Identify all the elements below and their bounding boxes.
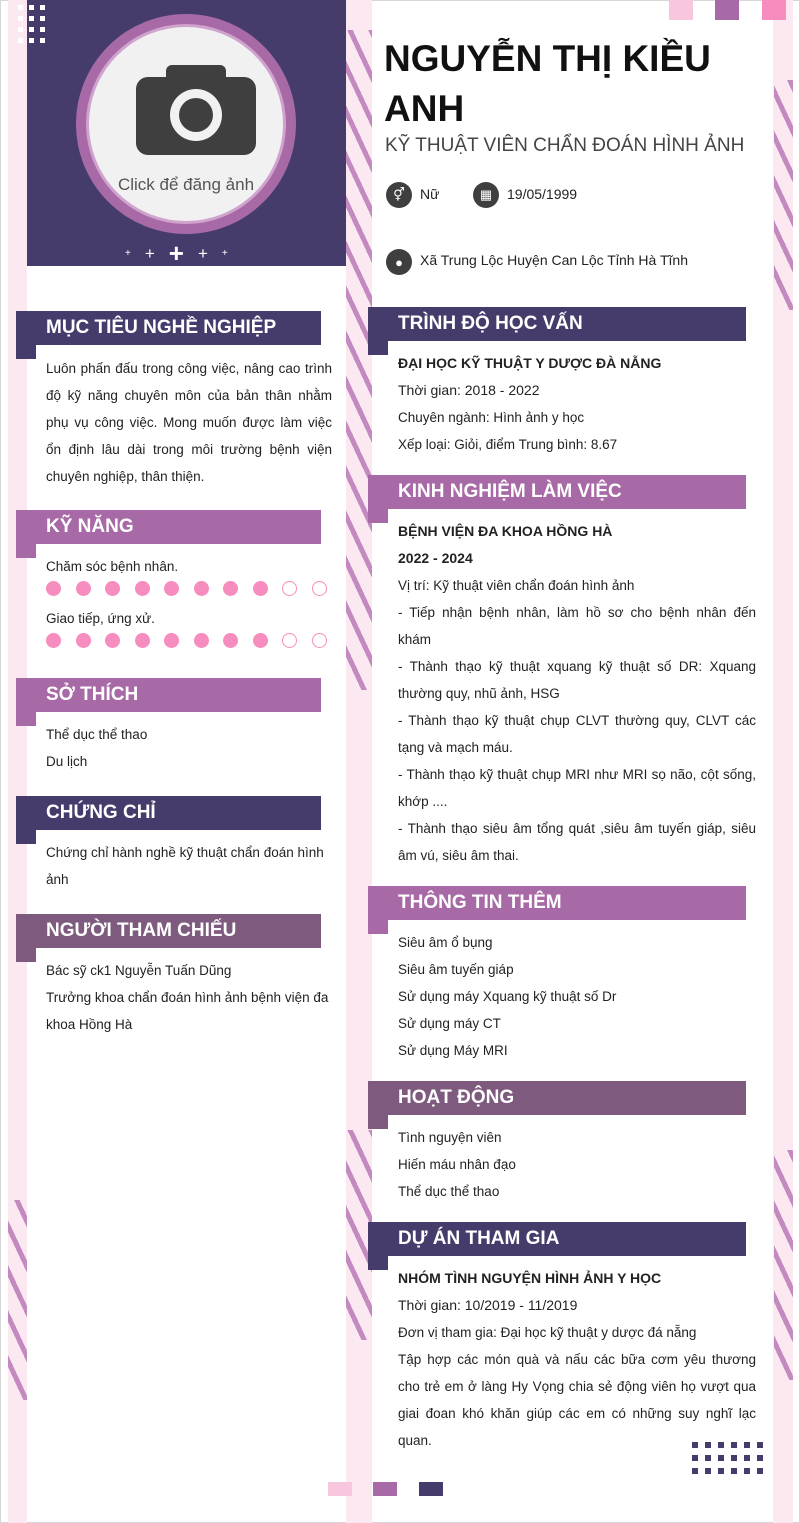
objective-tab <box>16 345 36 359</box>
left-stripe-pattern <box>8 1200 27 1400</box>
right-stripe-pattern-bottom <box>774 1150 793 1380</box>
education-major: Chuyên ngành: Hình ảnh y học <box>398 410 585 425</box>
additional-tab <box>368 920 388 934</box>
address-value: Xã Trung Lộc Huyện Can Lộc Tỉnh Hà Tĩnh <box>420 252 688 268</box>
skills-heading: KỸ NĂNG <box>16 510 321 544</box>
activities-heading: HOẠT ĐỘNG <box>368 1081 746 1115</box>
work-position: Vị trí: Kỹ thuật viên chẩn đoán hình ảnh <box>398 578 635 593</box>
hobby-item: Thể dục thể thao <box>46 727 148 742</box>
photo-upload-hint: Click để đăng ảnh <box>117 175 255 194</box>
work-detail: - Thành thạo siêu âm tổng quát ,siêu âm tuyến giáp, siêu âm vú, siêu âm thai. <box>398 821 756 863</box>
skill-label: Giao tiếp, ứng xử. <box>46 611 155 626</box>
reference-item: Trưởng khoa chẩn đoán hình ảnh bệnh viện đa khoa Hồng Hà <box>46 990 329 1032</box>
birthday-value: 19/05/1999 <box>507 186 578 202</box>
work-detail: - Tiếp nhận bệnh nhân, làm hồ sơ cho bệnh nhân đến khám <box>398 605 756 647</box>
school-name: ĐẠI HỌC KỸ THUẬT Y DƯỢC ĐÀ NẴNG <box>398 355 662 371</box>
work-detail: - Thành thạo kỹ thuật xquang kỹ thuật số DR: Xquang thường quy, nhũ ảnh, HSG <box>398 659 756 701</box>
camera-icon <box>136 65 256 155</box>
avatar-upload[interactable] <box>76 14 296 234</box>
hobbies-heading: SỞ THÍCH <box>16 678 321 712</box>
deco-square-bottom-purple <box>373 1482 397 1496</box>
deco-square-hotpink <box>762 0 786 20</box>
skill-label: Chăm sóc bệnh nhân. <box>46 559 179 574</box>
work-detail: - Thành thạo kỹ thuật chụp CLVT thường quy, CLVT các tạng và mạch máu. <box>398 713 756 755</box>
candidate-name: NGUYỄN THỊ KIỀU ANH <box>384 38 711 129</box>
skill-rating <box>46 581 327 596</box>
activities-tab <box>368 1115 388 1129</box>
skill-rating <box>46 633 327 648</box>
additional-item: Sử dụng Máy MRI <box>398 1043 508 1058</box>
experience-heading: KINH NGHIỆM LÀM VIỆC <box>368 475 746 509</box>
deco-square-bottom-navy <box>419 1482 443 1496</box>
calendar-icon: ▦ <box>473 182 499 208</box>
activity-item: Hiến máu nhân đạo <box>398 1157 516 1172</box>
certificates-heading: CHỨNG CHỈ <box>16 796 321 830</box>
education-tab <box>368 341 388 355</box>
additional-item: Siêu âm ổ bụng <box>398 935 493 950</box>
middle-stripe-pattern-top <box>346 30 372 690</box>
job-title: KỸ THUẬT VIÊN CHẨN ĐOÁN HÌNH ẢNH <box>385 135 745 156</box>
projects-heading: DỰ ÁN THAM GIA <box>368 1222 746 1256</box>
references-heading: NGƯỜI THAM CHIẾU <box>16 914 321 948</box>
additional-item: Sử dụng máy CT <box>398 1016 501 1031</box>
deco-dot-grid-bottom <box>692 1442 763 1474</box>
work-period: 2022 - 2024 <box>398 550 473 566</box>
additional-item: Siêu âm tuyến giáp <box>398 962 514 977</box>
project-time: Thời gian: 10/2019 - 11/2019 <box>398 1297 578 1313</box>
objective-heading: MỤC TIÊU NGHỀ NGHIỆP <box>16 311 321 345</box>
activity-item: Thể dục thể thao <box>398 1184 500 1199</box>
sparkle-decoration: + + + + + <box>125 238 228 268</box>
deco-square-bottom-pink <box>328 1482 352 1496</box>
projects-tab <box>368 1256 388 1270</box>
skills-tab <box>16 544 36 558</box>
reference-item: Bác sỹ ck1 Nguyễn Tuấn Dũng <box>46 963 232 978</box>
work-detail: - Thành thạo kỹ thuật chụp MRI như MRI sọ não, cột sống, khớp .... <box>398 767 756 809</box>
gender-icon: ⚥ <box>386 182 412 208</box>
additional-item: Sử dụng máy Xquang kỹ thuật số Dr <box>398 989 617 1004</box>
certificate-text: Chứng chỉ hành nghề kỹ thuật chẩn đoán hình ảnh <box>46 845 324 887</box>
project-description: Tập hợp các món quà và nấu các bữa cơm yêu thương cho trẻ em ở làng Hy Vọng chia sẻ động viên họ vượt qua giai đoan khó khăn giúp các em có những suy nghĩ lạc quan. <box>398 1352 756 1448</box>
deco-square-purple <box>715 0 739 20</box>
deco-dot-grid-top <box>18 5 45 43</box>
company-name: BỆNH VIỆN ĐA KHOA HỒNG HÀ <box>398 523 613 539</box>
deco-square-pink <box>669 0 693 20</box>
education-grade: Xếp loại: Giỏi, điểm Trung bình: 8.67 <box>398 437 618 452</box>
activity-item: Tình nguyện viên <box>398 1130 502 1145</box>
project-unit: Đơn vị tham gia: Đại học kỹ thuật y dược đá nẵng <box>398 1325 697 1340</box>
references-tab <box>16 948 36 962</box>
education-heading: TRÌNH ĐỘ HỌC VẤN <box>368 307 746 341</box>
project-name: NHÓM TÌNH NGUYỆN HÌNH ẢNH Y HỌC <box>398 1270 662 1286</box>
hobby-item: Du lịch <box>46 754 88 769</box>
right-stripe-pattern-top <box>774 80 793 310</box>
experience-tab <box>368 509 388 523</box>
education-time: Thời gian: 2018 - 2022 <box>398 382 540 398</box>
location-icon: ● <box>386 249 412 275</box>
additional-heading: THÔNG TIN THÊM <box>368 886 746 920</box>
gender-value: Nữ <box>420 186 440 202</box>
hobbies-tab <box>16 712 36 726</box>
certificates-tab <box>16 830 36 844</box>
objective-text: Luôn phấn đấu trong công việc, nâng cao trình độ kỹ năng chuyên môn của bản thân nhằm phụ vụ công việc. Mong muốn được làm việc ổn định lâu dài trong môi trường bệnh viện chuyên nghiệp, thân thiện. <box>46 361 332 484</box>
